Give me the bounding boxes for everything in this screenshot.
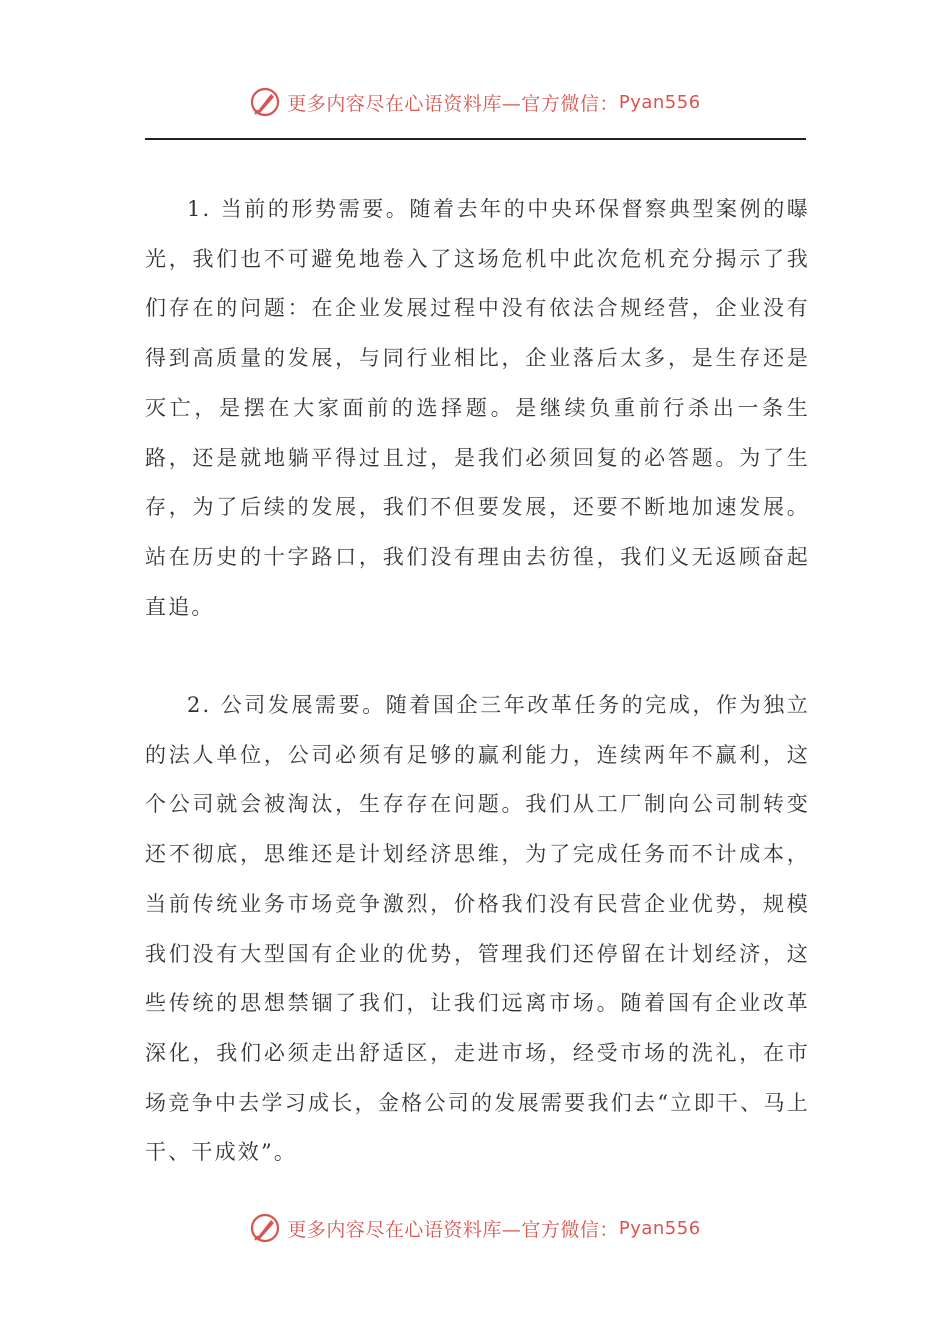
header-divider (145, 138, 806, 140)
watermark-wechat-id: Pyan556 (618, 91, 701, 113)
paragraph-2: 2. 公司发展需要。随着国企三年改革任务的完成，作为独立的法人单位，公司必须有足够的赢利能力，连续两年不赢利，这个公司就会被淘汰，生存存在问题。我们从工厂制向公司制转变还不彻底，思维还是计划经济思维，为了完成任务而不计成本，当前传统业务市场竞争激烈，价格我们没有民营企业优势，规模我们没有大型国有企业的优势，管理我们还停留在计划经济，这些传统的思想禁锢了我们，让我们远离市场。随着国有企业改革深化，我们必须走出舒适区，走进市场，经受市场的洗礼，在市场竞争中去学习成长，金格公司的发展需要我们去“立即干、马上干、干成效”。 (145, 693, 810, 1165)
quill-pen-logo-icon (249, 1212, 281, 1244)
header-watermark (0, 86, 950, 118)
watermark-wechat-id: Pyan556 (618, 1217, 701, 1239)
watermark-brand-text: 更多内容尽在心语资料库—官方微信： (287, 92, 619, 115)
watermark-brand-text: 更多内容尽在心语资料库—官方微信： (287, 1218, 619, 1241)
quill-pen-logo-icon (249, 86, 281, 118)
footer-watermark (0, 1212, 950, 1244)
paragraph-1: 1. 当前的形势需要。随着去年的中央环保督察典型案例的曝光，我们也不可避免地卷入了这场危机中此次危机充分揭示了我们存在的问题：在企业发展过程中没有依法合规经营，企业没有得到高质量的发展，与同行业相比，企业落后太多，是生存还是灭亡，是摆在大家面前的选择题。是继续负重前行杀出一条生路，还是就地躺平得过且过，是我们必须回复的必答题。为了生存，为了后续的发展，我们不但要发展，还要不断地加速发展。站在历史的十字路口，我们没有理由去彷徨，我们义无返顾奋起直追。 (145, 197, 810, 619)
